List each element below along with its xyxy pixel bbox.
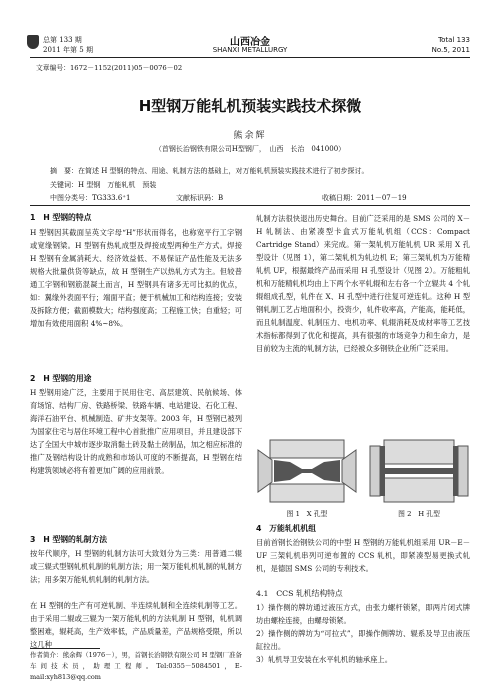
figure-1-caption: 图 1 X 孔型 bbox=[286, 510, 328, 518]
section-3-paragraph-2: 在 H 型钢的生产有可逆轧制、半连续轧制和全连续轧制等工艺。由于采用二辊或三辊为一架万能轧机的方法轧制 H 型钢，轧机调整困难，辊耗高，生产效率低，产品质量差，产品规格受限，所以这几种 bbox=[30, 601, 242, 649]
clc-number: 中图分类号：TG333.6⁺1 bbox=[50, 194, 131, 202]
footnote-rule bbox=[30, 648, 100, 649]
section-1-paragraph: H 型钢因其截面呈英文字母“H”形状而得名，也称宽平行工字钢或宽缘钢梁。H 型钢有热轧成型及焊接成型两种生产方式。焊接 H 型钢有金属消耗大、经济效益低、不易保证产品性能及无法多规格大批量供货等缺点，故 H 型钢生产以热轧方式为主。但较普通工字钢和钢筋混凝土而言，H 型钢具有诸多无可比拟的优点，如：翼缘外表面平行；端面平直；便于机械加工和结构连接；安装及拆除方便；截面模数大；结构强度高；工程施工快；自重轻；可增加有效使用面积 4%~8%。 bbox=[30, 228, 242, 328]
section-3-paragraph-1: 按年代顺序，H 型钢的轧制方法可大致划分为三类：用普通二辊或三辊式型钢轧机轧制的轧制方法；用一架万能轧机轧制的轧制方法；用多架万能轧机轧制的轧制方法。 bbox=[30, 549, 242, 584]
header-year-issue: 2011 年第 5 期 bbox=[43, 46, 93, 54]
figure-2-caption: 图 2 H 孔型 bbox=[398, 510, 440, 518]
section-1-heading: 1 H 型钢的特点 bbox=[30, 213, 92, 222]
section-4-1-item-3: 3）轧机导卫安装在水平轧机的轴承座上。 bbox=[256, 655, 392, 664]
section-4-1-item-1: 1）操作侧的牌坊通过液压方式，由张力螺杆锁紧，即两片闭式牌坊由螺栓连接，由螺母锁紧。 bbox=[256, 603, 470, 625]
author-name: 熊余辉 bbox=[233, 131, 267, 141]
h-pass-bottom-roll bbox=[384, 478, 454, 502]
author-affiliation: （首钢长治钢铁有限公司H型钢厂， 山西 长治 041000） bbox=[154, 145, 346, 153]
section-4-1-heading: 4.1 CCS 轧机结构特点 bbox=[256, 589, 343, 598]
h-pass-right-flange bbox=[453, 446, 458, 496]
x-pass-workpiece bbox=[274, 460, 340, 482]
header-journal-en: SHANXI METALLURGY bbox=[212, 46, 288, 54]
header-no-en: No.5, 2011 bbox=[431, 46, 470, 54]
h-pass-top-roll bbox=[384, 440, 454, 464]
author-note: 作者简介：熊余辉（1976－），男，首钢长治钢铁有限公司 H 型钢厂准备车间技术员，助理工程师。Tel:0355－5084501，E-mail:xyh813@qq.com bbox=[30, 651, 242, 681]
h-pass-right-roll bbox=[458, 446, 468, 496]
abstract: 摘 要：在简述 H 型钢的特点、用途、轧制方法的基础上，对万能轧机预装实践技术进行了初步探讨。 bbox=[50, 167, 369, 175]
section-4-heading: 4 万能轧机机组 bbox=[256, 524, 317, 533]
document-code: 文献标识码：B bbox=[176, 194, 224, 202]
section-4-1-item-2: 2）操作侧的牌坊为“可拉式”，即操作侧牌坊、辊系及导卫由液压缸拉出。 bbox=[256, 629, 470, 651]
section-3-heading: 3 H 型钢的轧制方法 bbox=[30, 535, 108, 544]
header-rule bbox=[30, 57, 470, 58]
x-pass-top-roll bbox=[270, 440, 344, 458]
header-issue-total: 总第 133 期 bbox=[43, 36, 82, 44]
methods-paragraph: 轧制方法很快退出历史舞台。目前广泛采用的是 SMS 公司的 X－H 轧制法、由紧凑型卡盒式万能轧机组（CCS：Compact Cartridge Stand）来完成。第一架轧机万能轧机 UR 采用 X 孔型设计（见图 1），第二架轧机为轧边机 E；第三架轧机为万能精轧机 UF，根据最终产品而采用 H 孔型设计（见图 2）。万能粗轧机和万能精轧机均由上下两个水平轧辊和左右各一个立辊共 4 个轧辊组成孔型，轧件在 X、H 孔型中进行往复可逆连轧。这种 H 型钢轧制工艺占地面积小，投资少，轧件收率高，产能高，能耗低，而且轧制温度、轧制压力、电机功率、轧辊消耗及成材率等工艺技术指标都得到了优化和提高，具有很强的市场竞争力和生命力，是目前较为主流的轧制方法，已经被众多钢铁企业所广泛采用。 bbox=[256, 214, 470, 353]
section-4-paragraph: 目前首钢长治钢铁公司的中型 H 型钢的万能轧机组采用 UR－E－UF 三架轧机串列可逆布置的 CCS 轧机，即紧凑型易更换式轧机，是德国 SMS 公司的专利技术。 bbox=[256, 538, 470, 573]
h-pass-web bbox=[385, 468, 453, 474]
section-2-paragraph: H 型钢用途广泛，主要用于民用住宅、高层建筑、民航候场、体育场馆、结构厂房、铁路桥梁、铁路车辆、电站建设、石化工程、海洋石油平台、机械制造、矿井支架等。2003 年，H 型钢已被列为国家住宅与居住环境工程中心首批推广应用项目，并且建设部下达了全国大中城市逐步取消黏土砖及黏土砖制品，加之相应标准的推广及钢结构设计的成熟和市场认可度的不断提高，H 型钢在结构建筑领域必将有着更加广阔的应用前景。 bbox=[30, 388, 242, 475]
section-2-heading: 2 H 型钢的用途 bbox=[30, 374, 92, 383]
article-title: H型钢万能轧机预装实践技术探微 bbox=[138, 97, 362, 115]
figure-2-h-pass bbox=[368, 438, 470, 504]
keywords: 关键词：H 型钢 万能轧机 预装 bbox=[50, 181, 157, 189]
journal-logo: 山西冶金 bbox=[230, 37, 270, 48]
journal-emblem bbox=[27, 35, 39, 49]
h-pass-diagram bbox=[368, 438, 470, 504]
figure-1-x-pass bbox=[256, 438, 358, 504]
header-total-en: Total 133 bbox=[438, 36, 470, 44]
h-pass-left-flange bbox=[380, 446, 385, 496]
abstract-rule bbox=[30, 205, 470, 206]
x-pass-diagram bbox=[256, 438, 358, 504]
x-pass-bottom-roll bbox=[270, 484, 344, 502]
h-pass-left-roll bbox=[370, 446, 380, 496]
received-date: 收稿日期：2011－07－19 bbox=[322, 194, 407, 202]
article-number: 文章编号：1672－1152(2011)05－0076－02 bbox=[36, 64, 183, 72]
